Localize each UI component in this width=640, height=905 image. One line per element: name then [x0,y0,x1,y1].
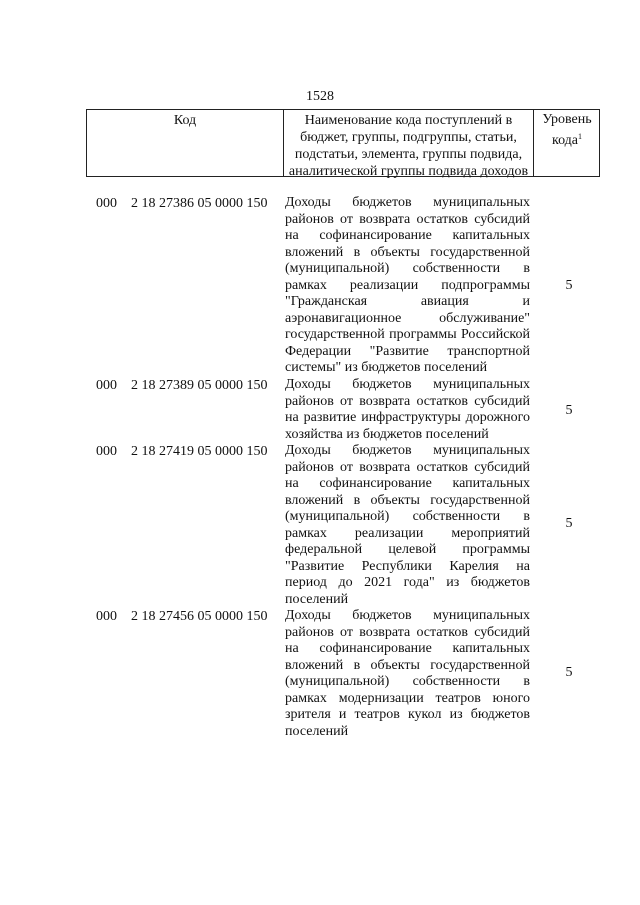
name-line: рамках реализации подпрограммы [285,277,530,293]
table-row [96,608,606,743]
name-line: районов от возврата остатков субсидий [285,459,530,475]
row-income-code: 2 18 27419 05 0000 150 [131,444,268,459]
header-level-line: Уровень [542,112,592,127]
row-level: 5 [565,278,573,293]
name-line: вложений в объекты государственной [285,657,530,673]
name-line: (муниципальной) собственности в [285,674,530,689]
name-line: вложений в объекты государственной [285,492,530,508]
table-header [86,109,600,177]
header-code-cell [87,110,284,176]
row-income-name [285,608,530,740]
row-admin-code: 000 [96,609,117,624]
name-line: Доходы бюджетов муниципальных [285,608,530,623]
name-line: зрителя и театров кукол из бюджетов [285,707,530,722]
name-line: рамках модернизации театров юного [285,690,530,706]
page-number: 1528 [306,89,334,104]
header-name-line: аналитической группы подвида доходов [288,164,529,179]
name-line: на софинансирование капитальных [285,476,530,491]
row-admin-code: 000 [96,378,117,393]
row-income-name [285,443,530,608]
row-income-code: 2 18 27389 05 0000 150 [131,378,268,393]
name-line: государственной программы Российской [285,327,530,342]
name-line: Доходы бюджетов муниципальных [285,377,530,392]
name-line: поселений [285,723,349,739]
header-level-word: кода [551,133,579,148]
header-name-line: бюджет, группы, подгруппы, статьи, [300,130,517,145]
name-line: период до 2021 года" из бюджетов [285,575,530,590]
header-name-line: подстатьи, элемента, группы подвида, [294,147,523,162]
name-line: хозяйства из бюджетов поселений [285,426,489,442]
table-row [96,377,606,443]
name-line: вложений в объекты государственной [285,244,530,260]
header-name-line: Наименование кода поступлений в [304,113,513,128]
name-line: (муниципальной) собственности в [285,509,530,524]
row-income-name [285,195,530,377]
row-income-code: 2 18 27386 05 0000 150 [131,196,268,211]
header-code-label: Код [173,113,197,128]
name-line: аэронавигационное обслуживание" [285,310,530,326]
row-income-name [285,377,530,443]
name-line: (муниципальной) собственности в [285,261,530,276]
name-line: Доходы бюджетов муниципальных [285,195,530,210]
name-line: "Гражданская авиация и [285,294,530,309]
name-line: Федерации "Развитие транспортной [285,343,530,359]
name-line: районов от возврата остатков субсидий [285,393,530,409]
name-line: "Развитие Республики Карелия на [285,558,530,574]
row-income-code: 2 18 27456 05 0000 150 [131,609,268,624]
table-row [96,195,606,377]
header-name-cell [284,110,534,179]
name-line: Доходы бюджетов муниципальных [285,443,530,458]
row-level: 5 [565,665,573,680]
name-line: на софинансирование капитальных [285,228,530,243]
row-admin-code: 000 [96,196,117,211]
name-line: районов от возврата остатков субсидий [285,624,530,640]
row-level: 5 [565,516,573,531]
name-line: на развитие инфраструктуры дорожного [285,410,530,425]
name-line: поселений [285,591,349,607]
row-level: 5 [565,403,573,418]
header-level-cell [534,110,600,176]
table-row [96,443,606,608]
name-line: системы" из бюджетов поселений [285,360,488,375]
header-level-line [534,128,600,149]
name-line: рамках реализации мероприятий [285,525,530,541]
row-admin-code: 000 [96,444,117,459]
name-line: районов от возврата остатков субсидий [285,211,530,227]
name-line: на софинансирование капитальных [285,641,530,656]
footnote-marker: 1 [578,132,583,141]
name-line: федеральной целевой программы [285,542,530,557]
